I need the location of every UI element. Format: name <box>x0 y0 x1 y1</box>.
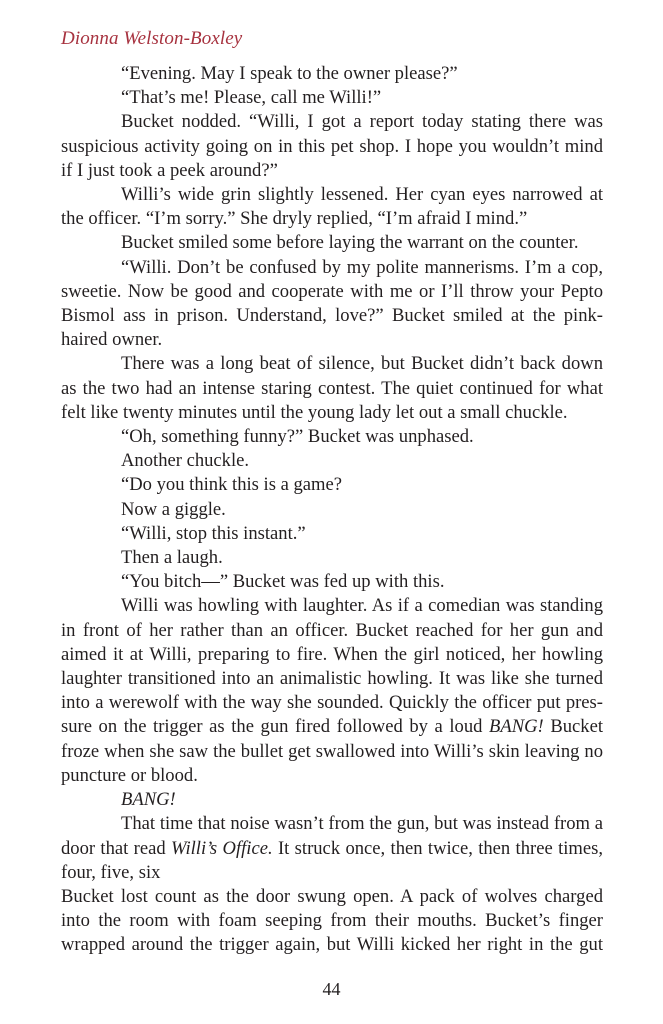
paragraph <box>61 352 603 425</box>
paragraph-text: Now a giggle. <box>121 498 226 520</box>
paragraph <box>61 788 603 812</box>
paragraph <box>61 594 603 788</box>
paragraph-text: That time that noise wasn’t from the gun, but was instead from a door that read <box>61 813 603 859</box>
paragraph-text: “Willi. Don’t be confused by my polite mannerisms. I’m a cop, sweetie. Now be good and cooperate with me or I’ll throw your Pepto Bismol ass in prison. Understand, love?” Bucket smiled at the pink-haired owner. <box>61 256 603 351</box>
paragraph <box>61 231 603 255</box>
paragraph <box>61 546 603 570</box>
paragraph-text: There was a long beat of silence, but Bucket didn’t back down as the two had an intense staring contest. The quiet continued for what felt like twenty minutes until the young lady let out a small chuckle. <box>61 353 603 423</box>
paragraph <box>61 522 603 546</box>
italic-text: BANG! <box>121 789 176 811</box>
paragraph <box>61 570 603 594</box>
paragraph-text: “Do you think this is a game? <box>121 474 343 496</box>
paragraph <box>61 62 603 86</box>
paragraph-text: Bucket smiled some before laying the warrant on the counter. <box>121 232 579 254</box>
paragraph <box>61 183 603 231</box>
paragraph-text: Bucket nodded. “Willi, I got a report today stating there was suspicious activity going on in this pet shop. I hope you wouldn’t mind if I just took a peek around?” <box>61 111 603 181</box>
paragraph <box>61 110 603 183</box>
paragraph <box>61 425 603 449</box>
paragraph <box>61 256 603 353</box>
paragraph-text: Another chuckle. <box>121 450 250 472</box>
page-number: 44 <box>322 979 341 999</box>
body-text <box>61 62 603 958</box>
paragraph <box>61 498 603 522</box>
paragraph <box>61 449 603 473</box>
paragraph <box>61 473 603 497</box>
paragraph <box>61 86 603 110</box>
paragraph-text: Willi’s wide grin slightly lessened. Her cyan eyes narrowed at the officer. “I’m sorry.” She dryly replied, “I’m afraid I mind.” <box>61 184 603 230</box>
paragraph-text: Willi was howling with laughter. As if a comedian was standing in front of her rather than an officer. Bucket reached for her gun and aimed it at Willi, preparing to fire. When the girl noticed, her howling laughter transitioned into an animalistic howling. It was like she turned into a werewolf with the way she sounded. Quickly the officer put pres-sure on the trigger as the gun fired followed by a loud <box>61 595 603 738</box>
paragraph-text: It struck once, then twice, then three times, four, five, six <box>61 837 603 883</box>
paragraph-text: “You bitch—” Bucket was fed up with this. <box>121 571 445 593</box>
paragraph-text: “Evening. May I speak to the owner please?” <box>121 63 458 84</box>
paragraph-text: “Oh, something funny?” Bucket was unphased. <box>121 426 474 448</box>
running-head-author: Dionna Welston-Boxley <box>61 28 243 49</box>
italic-text: Willi’s Office. <box>171 837 273 859</box>
paragraph-text: Bucket froze when she saw the bullet get swallowed into Willi’s skin leaving no puncture or blood. <box>61 716 603 786</box>
italic-text: BANG! <box>489 716 544 738</box>
paragraph-text: Bucket lost count as the door swung open. A pack of wolves charged into the room with foam seeping from their mouths. Bucket’s finger wrapped around the trigger again, but Willi kicked her right in the gut <box>61 885 603 956</box>
paragraph-text: “Willi, stop this instant.” <box>121 522 306 544</box>
paragraph-text: Then a laugh. <box>121 547 223 569</box>
paragraph <box>61 885 603 958</box>
paragraph <box>61 812 603 885</box>
paragraph-text: “That’s me! Please, call me Willi!” <box>121 87 382 109</box>
